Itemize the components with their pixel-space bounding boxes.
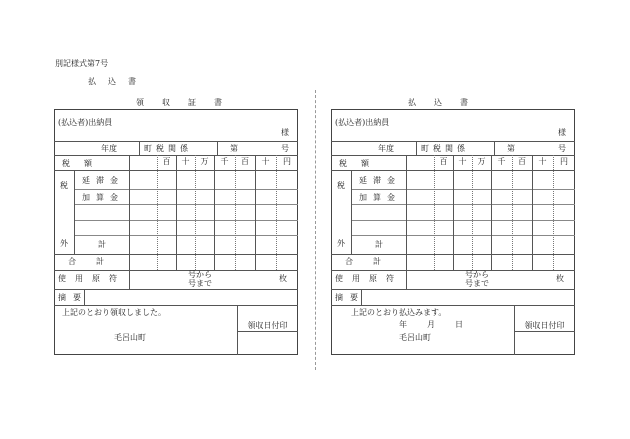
ledger-label: 使用原符: [58, 274, 126, 283]
digit-hyaku-man: 百: [439, 157, 448, 166]
from-number: 号から: [188, 270, 212, 279]
fiscal-year-label: 年度: [101, 144, 117, 153]
digit-man: 万: [200, 157, 209, 166]
statement: 上記のとおり払込みます。: [351, 308, 447, 317]
delinquency-label: 延滞金: [359, 176, 401, 185]
to-number: 号まで: [188, 279, 212, 288]
gai-label: 外: [60, 239, 68, 248]
delinquency-label: 延滞金: [82, 176, 124, 185]
number-suffix: 号: [281, 144, 289, 153]
payer-label: (払込者)出納員: [58, 118, 113, 127]
digit-hyaku-man: 百: [162, 157, 171, 166]
digit-juu-man: 十: [181, 157, 190, 166]
digit-en: 円: [560, 157, 568, 166]
left-form-title: 領収証書: [136, 98, 240, 107]
payer-label: (払込者)出納員: [335, 118, 390, 127]
sheets-label: 枚: [279, 274, 287, 283]
sheets-label: 枚: [556, 274, 564, 283]
fiscal-year-label: 年度: [378, 144, 394, 153]
number-prefix: 第: [230, 144, 238, 153]
subtotal-label: 計: [98, 240, 106, 249]
from-number: 号から: [465, 270, 489, 279]
digit-sen: 千: [497, 157, 506, 166]
tax-amount-label: 税額: [62, 159, 106, 168]
form-number: 別記様式第7号: [55, 59, 109, 68]
honorific: 様: [558, 128, 566, 137]
additional-tax-label: 加算金: [359, 193, 401, 202]
honorific: 様: [281, 128, 289, 137]
document-heading: 払込書: [88, 77, 148, 86]
remarks-label: 摘要: [335, 293, 365, 302]
statement: 上記のとおり領収しました。: [62, 308, 166, 317]
remarks-label: 摘要: [58, 293, 88, 302]
digit-hyaku: 百: [241, 157, 249, 166]
digit-man: 万: [477, 157, 486, 166]
cut-line: [315, 90, 316, 370]
number-prefix: 第: [507, 144, 515, 153]
right-form-title: 払込書: [408, 98, 486, 107]
town-name: 毛呂山町: [114, 333, 146, 342]
digit-juu: 十: [261, 157, 270, 166]
digit-juu-man: 十: [458, 157, 467, 166]
stamp-label: 領収日付印: [524, 321, 565, 330]
date-line: 年 月 日: [399, 320, 469, 329]
zei-label: 税: [60, 181, 68, 190]
digit-juu: 十: [538, 157, 547, 166]
stamp-label: 領収日付印: [247, 321, 288, 330]
ledger-label: 使用原符: [335, 274, 403, 283]
digit-en: 円: [283, 157, 291, 166]
to-number: 号まで: [465, 279, 489, 288]
number-suffix: 号: [558, 144, 566, 153]
tax-amount-label: 税額: [339, 159, 383, 168]
subtotal-label: 計: [375, 240, 383, 249]
additional-tax-label: 加算金: [82, 193, 124, 202]
zei-label: 税: [337, 181, 345, 190]
total-label: 合計: [345, 257, 401, 266]
department-label: 町税関係: [421, 144, 469, 153]
digit-sen: 千: [220, 157, 229, 166]
receipt-form: [54, 109, 298, 355]
department-label: 町税関係: [144, 144, 192, 153]
total-label: 合計: [68, 257, 124, 266]
town-name: 毛呂山町: [399, 333, 431, 342]
gai-label: 外: [337, 239, 345, 248]
payment-form: [331, 109, 575, 355]
digit-hyaku: 百: [518, 157, 526, 166]
